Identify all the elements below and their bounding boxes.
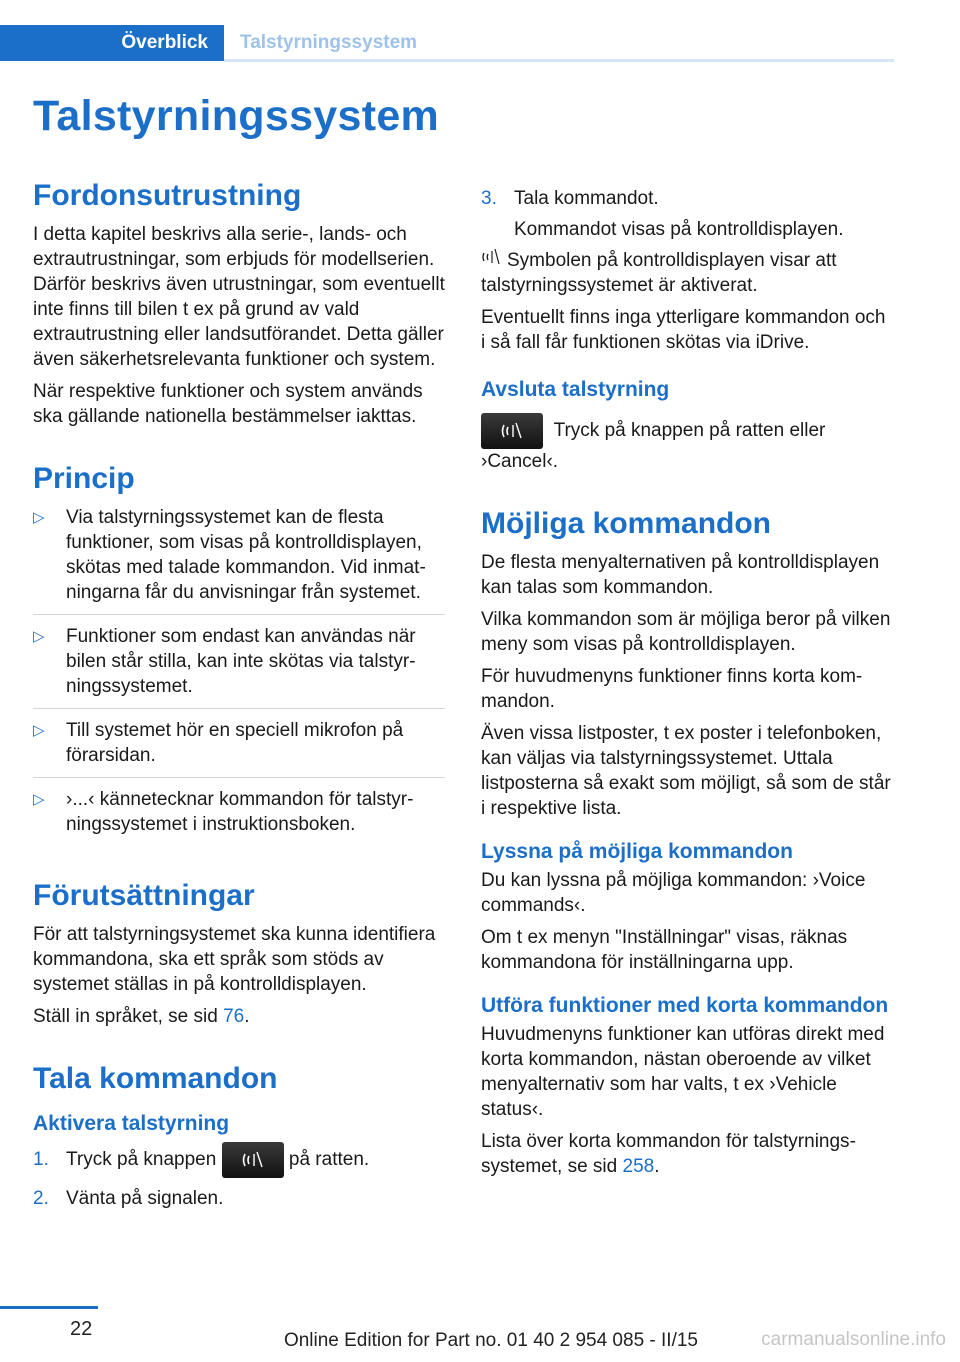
heading-short-commands: Utföra funktioner med korta kommandon bbox=[481, 993, 889, 1017]
left-column bbox=[33, 178, 445, 1217]
list-item-text: ›...‹ kännetecknar kommandon för talstyrningssystemet i instruktionsboken. bbox=[66, 789, 414, 835]
paragraph: Vilka kommandon som är möjliga beror på vilken meny som visas på kontrolldisplayen. bbox=[481, 608, 891, 655]
list-item bbox=[33, 787, 445, 846]
step-text: på ratten. bbox=[288, 1149, 370, 1171]
list-item-text: Till systemet hör en speciell mikrofon på förarsidan. bbox=[66, 720, 404, 766]
heading-speak-commands: Tala kommandon bbox=[33, 1062, 278, 1095]
step-text: Tala kommandot. bbox=[514, 188, 659, 209]
section-end-voice-control bbox=[481, 377, 893, 473]
paragraph: Eventuellt finns inga ytterligare kommandon och i så fall får funktionen skötas via iDrive. bbox=[481, 307, 886, 354]
page-link[interactable]: 258 bbox=[622, 1156, 655, 1178]
footer-rule bbox=[0, 1306, 98, 1309]
triangle-bullet-icon: ▷ bbox=[33, 722, 45, 739]
triangle-bullet-icon: ▷ bbox=[33, 791, 45, 808]
section-principle bbox=[33, 461, 445, 846]
list-item bbox=[33, 505, 445, 615]
symbol-text: Symbolen på kontrolldisplayen visar att talstyrningssystemet är aktiverat. bbox=[481, 250, 837, 297]
steps-list bbox=[33, 1140, 445, 1211]
step-text: Vänta på signalen. bbox=[66, 1188, 224, 1210]
step-number: 1. bbox=[33, 1149, 49, 1171]
heading-end-voice-control: Avsluta talstyrning bbox=[481, 378, 670, 402]
paragraph: Huvudmenyns funktioner kan utföras direkt med korta kommandon, nästan oberoende av vilket menyalternativ som har valts, t ex ›Vehicle status‹. bbox=[481, 1024, 885, 1121]
paragraph: Om t ex menyn "Inställningar" visas, räknas kommandona för inställningarna upp. bbox=[481, 926, 848, 973]
steps-list-continued bbox=[481, 186, 893, 242]
paragraph: För att talstyrningsystemet ska kunna identifiera kommandona, ska ett språk som stöds av systemet ställas in på kontrolldisplayen. bbox=[33, 924, 436, 995]
heading-possible-commands: Möjliga kommandon bbox=[481, 506, 772, 540]
section-listen-commands bbox=[481, 839, 893, 975]
section-vehicle-equipment bbox=[33, 178, 445, 429]
step-number: 3. bbox=[481, 188, 497, 209]
section-speak-commands bbox=[33, 1061, 445, 1211]
page-number: 22 bbox=[70, 1318, 93, 1340]
footer-edition: Online Edition for Part no. 01 40 2 954 085 - II/15 bbox=[283, 1330, 698, 1351]
tab-bar bbox=[0, 25, 894, 61]
section-short-commands bbox=[481, 993, 893, 1179]
step-item bbox=[33, 1140, 445, 1180]
tab-voice-control[interactable]: Talstyrningssystem bbox=[240, 32, 418, 53]
heading-vehicle-equipment: Fordonsutrustning bbox=[33, 179, 302, 212]
paragraph: För huvudmenyns funktioner finns korta kommandon. bbox=[481, 665, 863, 712]
paragraph: När respektive funktioner och system används ska gällande nationella bestämmelser iakttas. bbox=[33, 381, 423, 427]
paragraph-page-reference bbox=[481, 1129, 893, 1179]
step-text: Tryck på knappen bbox=[66, 1149, 217, 1171]
list-item-text: Via talstyrningssystemet kan de flesta funktioner, som visas på kontrolldisplayen, skötas med talade kommandon. Vid inmatningarna får du anvisningar från systemet. bbox=[66, 507, 426, 603]
step-item bbox=[33, 1186, 445, 1211]
reference-end: . bbox=[654, 1156, 660, 1178]
paragraph: Även vissa listposter, t ex poster i telefonboken, kan väljas via talstyrningssystemet. Uttala listposterna så exakt som möjligt, så som de står i respektive lista. bbox=[481, 722, 891, 819]
triangle-bullet-icon: ▷ bbox=[33, 509, 45, 526]
section-possible-commands bbox=[481, 506, 893, 821]
list-item bbox=[33, 718, 445, 778]
step-note: Kommandot visas på kontrolldisplayen. bbox=[514, 219, 844, 240]
section-prerequisites bbox=[33, 878, 445, 1029]
tab-underline bbox=[224, 59, 894, 62]
subheading-activate: Aktivera talstyrning bbox=[33, 1112, 230, 1135]
watermark: carmanualsonline.info bbox=[761, 1329, 946, 1350]
reference-text: Ställ in språket, se sid bbox=[33, 1006, 224, 1027]
voice-control-button-icon bbox=[222, 1142, 284, 1178]
right-column bbox=[481, 186, 893, 1186]
list-item-text: Funktioner som endast kan användas när bilen står stilla, kan inte skötas via talstyrningssystemet. bbox=[66, 626, 416, 697]
paragraph: I detta kapitel beskrivs alla serie-, lands- och extrautrustningar, som erbjuds för modellserien. Därför beskrivs även utrustningar, som eventuellt inte finns till bilen t ex på grund av vald extrautrustning eller landsutförandet. Detta gäller även säkerhetsrelevanta funktioner och system. bbox=[33, 224, 445, 370]
paragraph: Du kan lyssna på möjliga kommandon: ›Voice commands‹. bbox=[481, 869, 866, 916]
heading-principle: Princip bbox=[33, 462, 135, 495]
end-text: Tryck på knappen på ratten eller ›Cancel‹. bbox=[481, 419, 826, 472]
reference-end: . bbox=[244, 1006, 250, 1027]
reference-text: Lista över korta kommandon för talstyrningssystemet, se sid bbox=[481, 1131, 856, 1178]
paragraph-end bbox=[481, 413, 893, 474]
paragraph: De flesta menyalternativen på kontrolldisplayen kan talas som kommandon. bbox=[481, 551, 880, 598]
heading-listen-commands: Lyssna på möjliga kommandon bbox=[481, 839, 793, 863]
step-number: 2. bbox=[33, 1188, 49, 1210]
voice-symbol-icon bbox=[481, 248, 501, 273]
page-title: Talstyrningssystem bbox=[33, 92, 440, 140]
triangle-bullet-icon: ▷ bbox=[33, 628, 45, 645]
paragraph-page-reference bbox=[33, 1004, 445, 1029]
page-link[interactable]: 76 bbox=[223, 1006, 245, 1027]
tab-overview[interactable]: Överblick bbox=[0, 25, 224, 61]
list-item bbox=[33, 624, 445, 709]
voice-control-button-icon bbox=[481, 413, 543, 449]
principle-list bbox=[33, 505, 445, 846]
heading-prerequisites: Förutsättningar bbox=[33, 879, 255, 912]
paragraph-symbol bbox=[481, 248, 893, 298]
step-item bbox=[481, 186, 893, 242]
